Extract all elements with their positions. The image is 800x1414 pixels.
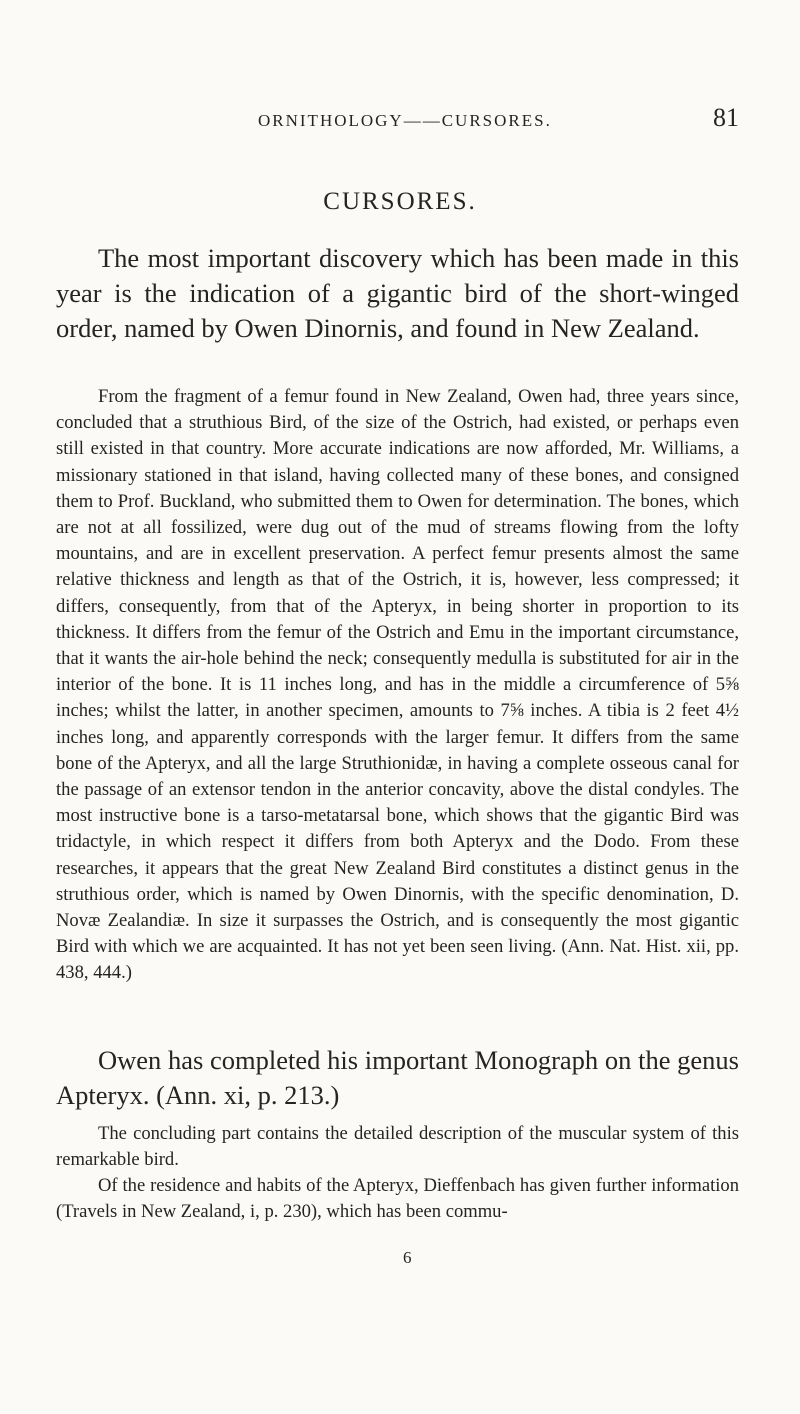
lead-paragraph-text: Owen has completed his important Monograph on the genus Apteryx. (Ann. xi, p. 213.) [56, 1045, 739, 1110]
paragraph-muscular-system [56, 1121, 739, 1173]
section-title: CURSORES. [323, 188, 477, 215]
paragraph-femur-description [56, 384, 739, 987]
paragraph-residence-habits [56, 1173, 739, 1225]
paragraph-text: Of the residence and habits of the Apteryx, Dieffenbach has given further information (Travels in New Zealand, i, p. 230), which has been commu- [56, 1175, 739, 1223]
running-head-title: ORNITHOLOGY——CURSORES. [258, 111, 552, 130]
paragraph-text: From the fragment of a femur found in New Zealand, Owen had, three years since, concluded that a struthious Bird, of the size of the Ostrich, had existed, or perhaps even still existed in that country. More accurate indications are now afforded, Mr. Williams, a missionary stationed in that island, having collected many of these bones, and consigned them to Prof. Buckland, who submitted them to Owen for determination. The bones, which are not at all fossilized, were dug out of the mud of streams flowing from the lofty mountains, and are in excellent preservation. A perfect femur presents almost the same relative thickness and length as that of the Ostrich, it is, however, less compressed; it differs, consequently, from that of the Apteryx, in being shorter in proportion to its thickness. It differs from the femur of the Ostrich and Emu in the important circumstance, that it wants the air-hole behind the neck; consequently medulla is substituted for air in the interior of the bone. It is 11 inches long, and has in the middle a circumference of 5⅝ inches; whilst the latter, in another specimen, amounts to 7⅝ inches. A tibia is 2 feet 4½ inches long, and apparently corresponds with the larger femur. It differs from the same bone of the Apteryx, and all the large Struthionidæ, in having a complete osseous canal for the passage of an extensor tendon in the anterior concavity, above the distal condyles. The most instructive bone is a tarso-metatarsal bone, which shows that the gigantic Bird was tridactyle, in which respect it differs from both Apteryx and the Dodo. From these researches, it appears that the great New Zealand Bird constitutes a distinct genus in the struthious order, which is named by Owen Dinornis, with the specific denomination, D. Novæ Zealandiæ. In size it surpasses the Ostrich, and is consequently the most gigantic Bird with which we are acquainted. It has not yet been seen living. (Ann. Nat. Hist. xii, pp. 438, 444.) [56, 386, 739, 984]
running-head [258, 103, 739, 133]
lead-paragraph-dinornis [56, 241, 739, 346]
lead-paragraph-text: The most important discovery which has been made in this year is the indication of a gigantic bird of the short-winged order, named by Owen Dinornis, and found in New Zealand. [56, 243, 739, 343]
signature-mark: 6 [403, 1248, 412, 1267]
paragraph-text: The concluding part contains the detailed description of the muscular system of this remarkable bird. [56, 1123, 739, 1171]
lead-paragraph-monograph [56, 1043, 739, 1113]
page-number: 81 [713, 103, 739, 132]
